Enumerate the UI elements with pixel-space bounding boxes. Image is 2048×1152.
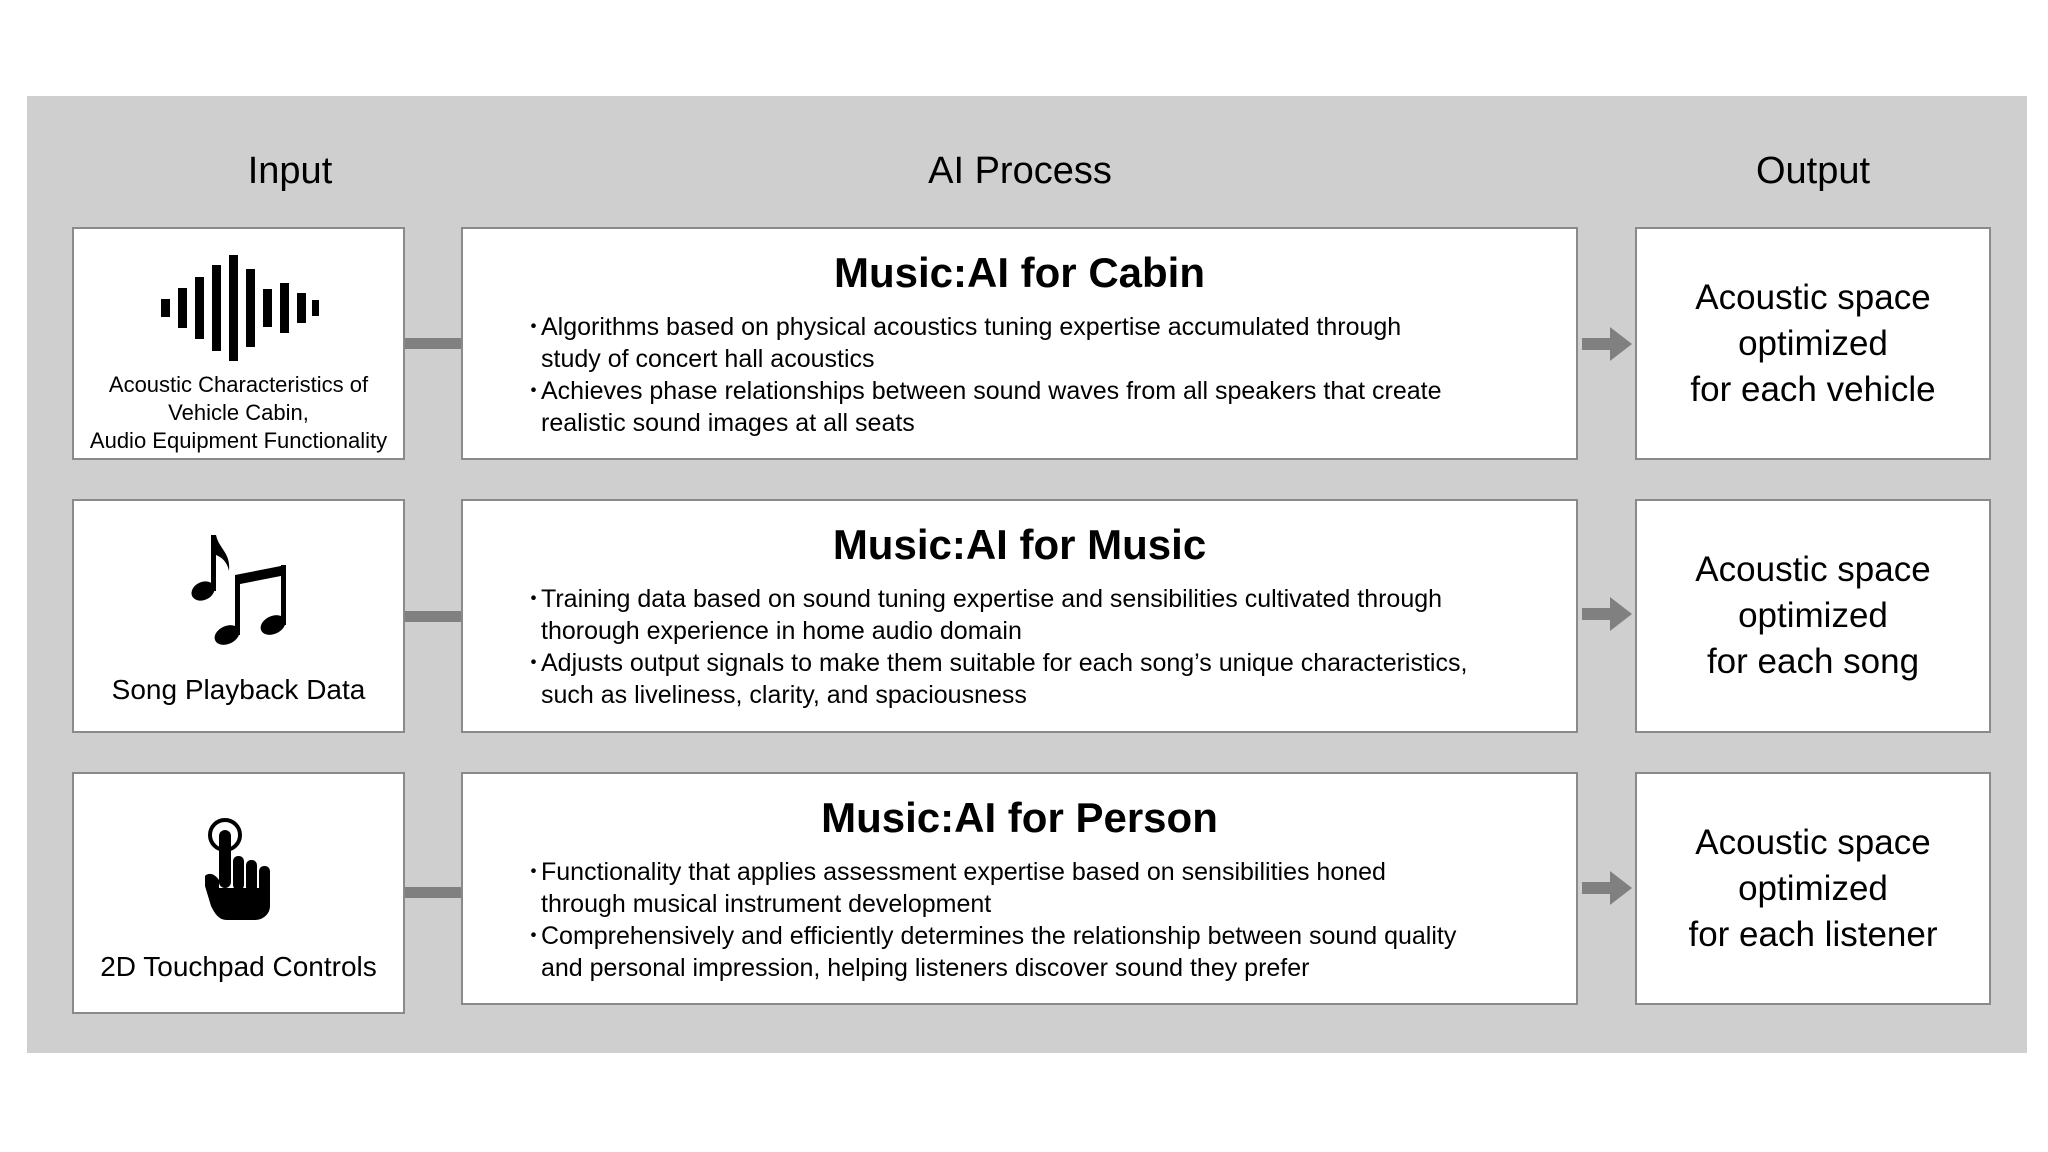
- input-box-touchpad: [72, 772, 405, 1014]
- process-title-cabin: Music:AI for Cabin: [833, 249, 1205, 296]
- process-bullets-person: [521, 856, 1536, 984]
- connector-line: [405, 887, 461, 898]
- connector-line: [405, 611, 461, 622]
- process-title-person: Music:AI for Person: [821, 794, 1218, 841]
- output-line: for each listener: [1688, 914, 1938, 954]
- process-bullets-cabin: [521, 311, 1536, 439]
- bullet-item: [521, 856, 1536, 920]
- bullet-item: [521, 311, 1536, 375]
- output-text-song: [1637, 547, 1989, 685]
- bullet-marker: ・: [521, 585, 547, 613]
- arrow-right-icon: [1582, 871, 1632, 905]
- input-box-cabin: [72, 227, 405, 460]
- input-label-line: Acoustic Characteristics of: [108, 372, 369, 397]
- output-line: for each vehicle: [1690, 369, 1936, 409]
- output-column-header: Output: [1755, 150, 1871, 192]
- bullet-item: [521, 920, 1536, 984]
- arrow-right-icon: [1582, 597, 1632, 631]
- bullet-marker: ・: [521, 858, 547, 886]
- bullet-line: realistic sound images at all seats: [541, 409, 915, 437]
- bullet-line: Training data based on sound tuning expertise and sensibilities cultivated through: [541, 585, 1443, 613]
- output-line: optimized: [1738, 596, 1888, 635]
- output-line: Acoustic space: [1695, 277, 1931, 317]
- output-text-vehicle: [1637, 275, 1989, 413]
- bullet-item: [521, 647, 1536, 711]
- process-column-header: AI Process: [928, 150, 1112, 192]
- output-line: optimized: [1738, 868, 1888, 908]
- bullet-line: study of concert hall acoustics: [541, 345, 875, 373]
- bullet-line: through musical instrument development: [541, 890, 992, 918]
- output-box-song: [1635, 499, 1991, 733]
- bullet-marker: ・: [521, 922, 547, 950]
- input-label-line: Audio Equipment Functionality: [89, 428, 388, 453]
- bullet-item: [521, 375, 1536, 439]
- process-bullets-music: [521, 583, 1536, 711]
- bullet-item: [521, 583, 1536, 647]
- output-line: Acoustic space: [1695, 550, 1931, 589]
- output-line: for each song: [1706, 642, 1920, 681]
- process-box-cabin: [461, 227, 1578, 460]
- output-box-listener: [1635, 772, 1991, 1005]
- bullet-line: Comprehensively and efficiently determines the relationship between sound quality: [541, 922, 1457, 950]
- input-column-header: Input: [247, 150, 333, 192]
- bullet-line: thorough experience in home audio domain: [541, 617, 1022, 645]
- bullet-line: Achieves phase relationships between sound waves from all speakers that create: [541, 377, 1442, 405]
- bullet-marker: ・: [521, 649, 547, 677]
- bullet-line: Algorithms based on physical acoustics tuning expertise accumulated through: [541, 313, 1402, 341]
- connector-line: [405, 338, 461, 349]
- bullet-line: such as liveliness, clarity, and spaciousness: [541, 681, 1027, 709]
- input-label-cabin: [74, 371, 403, 455]
- output-box-vehicle: [1635, 227, 1991, 460]
- process-title-music: Music:AI for Music: [832, 521, 1207, 568]
- output-line: optimized: [1738, 323, 1888, 363]
- bullet-line: Functionality that applies assessment expertise based on sensibilities honed: [541, 858, 1386, 886]
- touch-hand-icon: [74, 818, 403, 922]
- output-line: Acoustic space: [1695, 822, 1931, 862]
- bullet-line: Adjusts output signals to make them suitable for each song’s unique characteristics,: [541, 649, 1468, 677]
- process-box-person: [461, 772, 1578, 1005]
- music-notes-icon: [74, 535, 403, 647]
- bullet-marker: ・: [521, 313, 547, 341]
- input-box-song: [72, 499, 405, 733]
- arrow-right-icon: [1582, 327, 1632, 361]
- bullet-marker: ・: [521, 377, 547, 405]
- input-label-touchpad: 2D Touchpad Controls: [100, 951, 377, 982]
- sound-wave-icon: [74, 255, 403, 361]
- input-label-song: Song Playback Data: [111, 674, 366, 705]
- input-label-line: Vehicle Cabin,: [168, 400, 309, 425]
- output-text-listener: [1637, 820, 1989, 958]
- process-box-music: [461, 499, 1578, 733]
- bullet-line: and personal impression, helping listeners discover sound they prefer: [541, 954, 1310, 982]
